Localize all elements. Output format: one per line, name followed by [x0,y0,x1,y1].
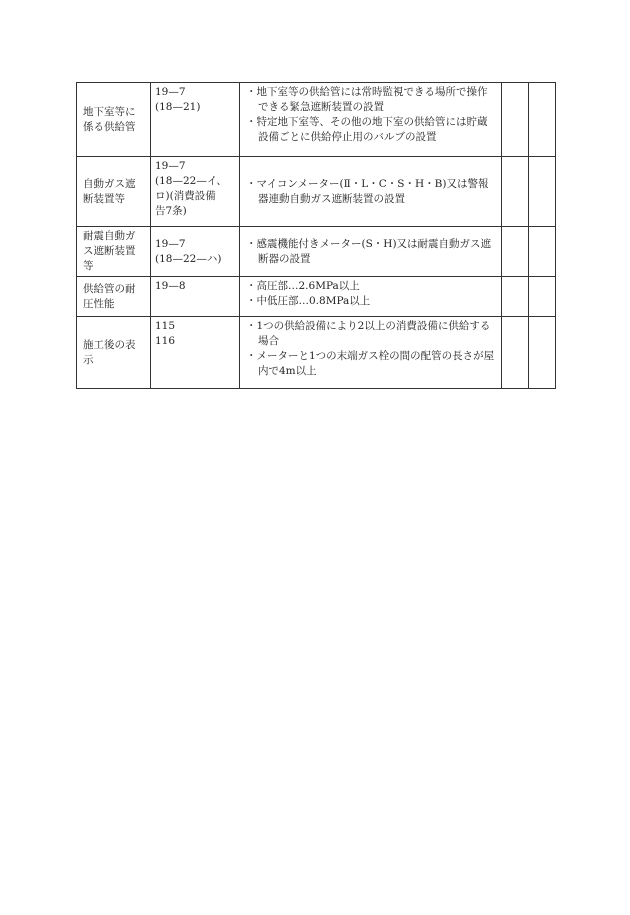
item-cell: 施工後の表示 [77,317,151,389]
check-cell [529,277,556,317]
table-row [77,157,556,227]
item-cell: 地下室等に係る供給管 [77,83,151,157]
reference-cell: 19—8 [151,277,240,317]
reference-cell: 115 116 [151,317,240,389]
table-row [77,83,556,157]
reference-cell: 19—7 (18—22—ハ) [151,227,240,277]
content-cell: ・感震機能付きメーター(S・H)又は耐震自動ガス遮断器の設置 [240,227,502,277]
content-cell: ・マイコンメーター(Ⅱ・L・C・S・H・B)又は警報器連動自動ガス遮断装置の設置 [240,157,502,227]
content-cell: ・1つの供給設備により2以上の消費設備に供給する場合 ・メーターと1つの末端ガス栓の間の配管の長さが屋内で4m以上 [240,317,502,389]
item-cell: 耐震自動ガス遮断装置等 [77,227,151,277]
item-cell: 自動ガス遮断装置等 [77,157,151,227]
table-row [77,317,556,389]
reference-cell: 19—7 (18—21) [151,83,240,157]
check-cell [502,317,529,389]
regulation-table [76,82,556,389]
table-row [77,227,556,277]
check-cell [502,83,529,157]
check-cell [502,277,529,317]
check-cell [502,157,529,227]
check-cell [529,317,556,389]
content-cell: ・地下室等の供給管には常時監視できる場所で操作できる緊急遮断装置の設置 ・特定地下室等、その他の地下室の供給管には貯蔵設備ごとに供給停止用のバルブの設置 [240,83,502,157]
check-cell [502,227,529,277]
table-row [77,277,556,317]
content-cell: ・高圧部…2.6MPa以上 ・中低圧部…0.8MPa以上 [240,277,502,317]
reference-cell: 19—7 (18—22—イ、 ロ)(消費設備 告7条) [151,157,240,227]
check-cell [529,157,556,227]
check-cell [529,83,556,157]
check-cell [529,227,556,277]
item-cell: 供給管の耐圧性能 [77,277,151,317]
